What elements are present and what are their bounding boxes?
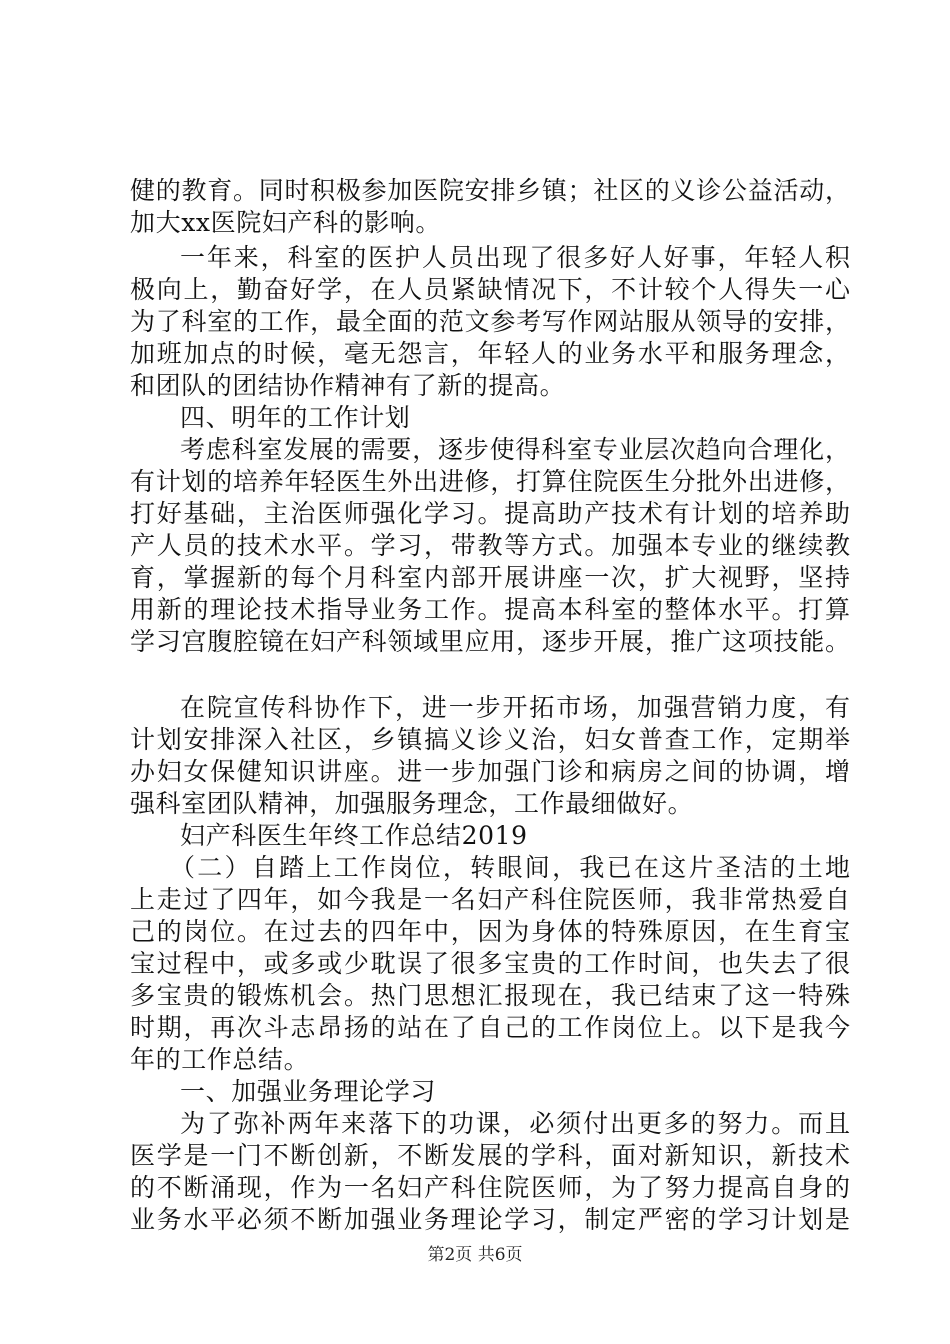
text-line: 极向上，勤奋好学，在人员紧缺情况下，不计较个人得失一心 xyxy=(130,275,850,304)
text-line: 医学是一门不断创新，不断发展的学科，面对新知识，新技术 xyxy=(130,1141,850,1170)
text-line: 上走过了四年，如今我是一名妇产科住院医师，我非常热爱自 xyxy=(130,885,850,914)
text-line: 己的岗位。在过去的四年中，因为身体的特殊原因，在生育宝 xyxy=(130,917,850,946)
text-line: 健的教育。同时积极参加医院安排乡镇；社区的义诊公益活动， xyxy=(130,176,850,205)
text-line: 产人员的技术水平。学习，带教等方式。加强本专业的继续教 xyxy=(130,531,850,560)
text-line: 强科室团队精神，加强服务理念，工作最细做好。 xyxy=(130,789,694,818)
text-line: 业务水平必须不断加强业务理论学习，制定严密的学习计划是 xyxy=(130,1205,850,1234)
text-line: 时期，再次斗志昂扬的站在了自己的工作岗位上。以下是我今 xyxy=(130,1013,850,1042)
text-line: 用新的理论技术指导业务工作。提高本科室的整体水平。打算 xyxy=(130,595,850,624)
text-line: 和团队的团结协作精神有了新的提高。 xyxy=(130,371,566,400)
text-line: 年的工作总结。 xyxy=(130,1045,310,1074)
text-line: 计划安排深入社区，乡镇搞义诊义治，妇女普查工作，定期举 xyxy=(130,725,850,754)
text-line: 为了科室的工作，最全面的范文参考写作网站服从领导的安排， xyxy=(130,307,850,336)
text-line: 育，掌握新的每个月科室内部开展讲座一次，扩大视野，坚持 xyxy=(130,563,850,592)
text-line: 加班加点的时候，毫无怨言，年轻人的业务水平和服务理念， xyxy=(130,339,850,368)
text-line: 的不断涌现，作为一名妇产科住院医师，为了努力提高自身的 xyxy=(130,1173,850,1202)
text-line: 考虑科室发展的需要，逐步使得科室专业层次趋向合理化， xyxy=(180,435,850,464)
text-line: 办妇女保健知识讲座。进一步加强门诊和病房之间的协调，增 xyxy=(130,757,850,786)
text-line: 宝过程中，或多或少耽误了很多宝贵的工作时间，也失去了很 xyxy=(130,949,850,978)
text-line: 在院宣传科协作下，进一步开拓市场，加强营销力度，有 xyxy=(180,693,850,722)
text-line: 学习宫腹腔镜在妇产科领域里应用，逐步开展，推广这项技能。 xyxy=(130,627,850,656)
text-line: 打好基础，主治医师强化学习。提高助产技术有计划的培养助 xyxy=(130,499,850,528)
text-line: 一年来，科室的医护人员出现了很多好人好事，年轻人积 xyxy=(180,243,850,272)
text-line: 有计划的培养年轻医生外出进修，打算住院医生分批外出进修， xyxy=(130,467,850,496)
section-heading: 四、明年的工作计划 xyxy=(180,403,411,432)
text-line: 加大xx医院妇产科的影响。 xyxy=(130,208,441,237)
section-heading: 一、加强业务理论学习 xyxy=(180,1077,437,1106)
document-title: 妇产科医生年终工作总结2019 xyxy=(180,821,528,850)
page-footer: 第2页 共6页 xyxy=(427,1245,523,1265)
text-line: 多宝贵的锻炼机会。热门思想汇报现在，我已结束了这一特殊 xyxy=(130,981,850,1010)
text-line: （二）自踏上工作岗位，转眼间，我已在这片圣洁的土地 xyxy=(170,853,850,882)
text-line: 为了弥补两年来落下的功课，必须付出更多的努力。而且 xyxy=(180,1109,850,1138)
